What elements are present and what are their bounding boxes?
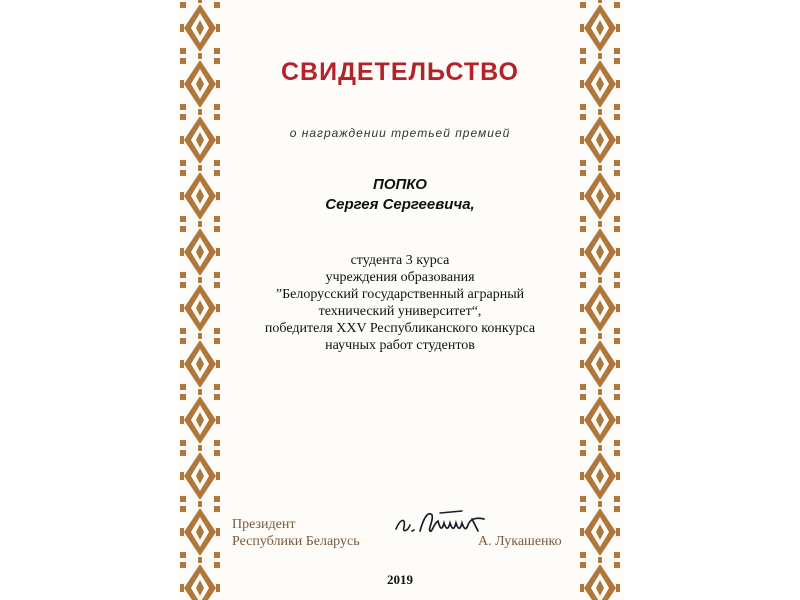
recipient-last-name: ПОПКО xyxy=(373,176,427,193)
signatory-title-line: Президент xyxy=(232,517,296,532)
handwritten-signature xyxy=(392,505,492,542)
body-line: учреждения образования xyxy=(325,270,475,285)
body-line: технический университет“, xyxy=(318,304,482,319)
body-line: студента 3 курса xyxy=(350,253,450,268)
award-subtitle: о награждении третьей премией xyxy=(289,126,511,140)
certificate-year: 2019 xyxy=(387,572,413,587)
signatory-title-line: Республики Беларусь xyxy=(232,534,360,549)
signatory-title xyxy=(232,516,360,550)
body-line: ”Белорусский государственный аграрный xyxy=(275,287,525,302)
recipient-first-names: Сергея Сергеевича, xyxy=(325,196,475,213)
signatory-name: А. Лукашенко xyxy=(478,534,562,549)
right-ornament-border xyxy=(580,0,620,600)
left-ornament-border xyxy=(180,0,220,600)
certificate-title: СВИДЕТЕЛЬСТВО xyxy=(281,58,519,86)
certificate-body xyxy=(230,252,570,354)
body-line: победителя XXV Республиканского конкурса xyxy=(264,321,536,336)
body-line: научных работ студентов xyxy=(325,338,475,353)
